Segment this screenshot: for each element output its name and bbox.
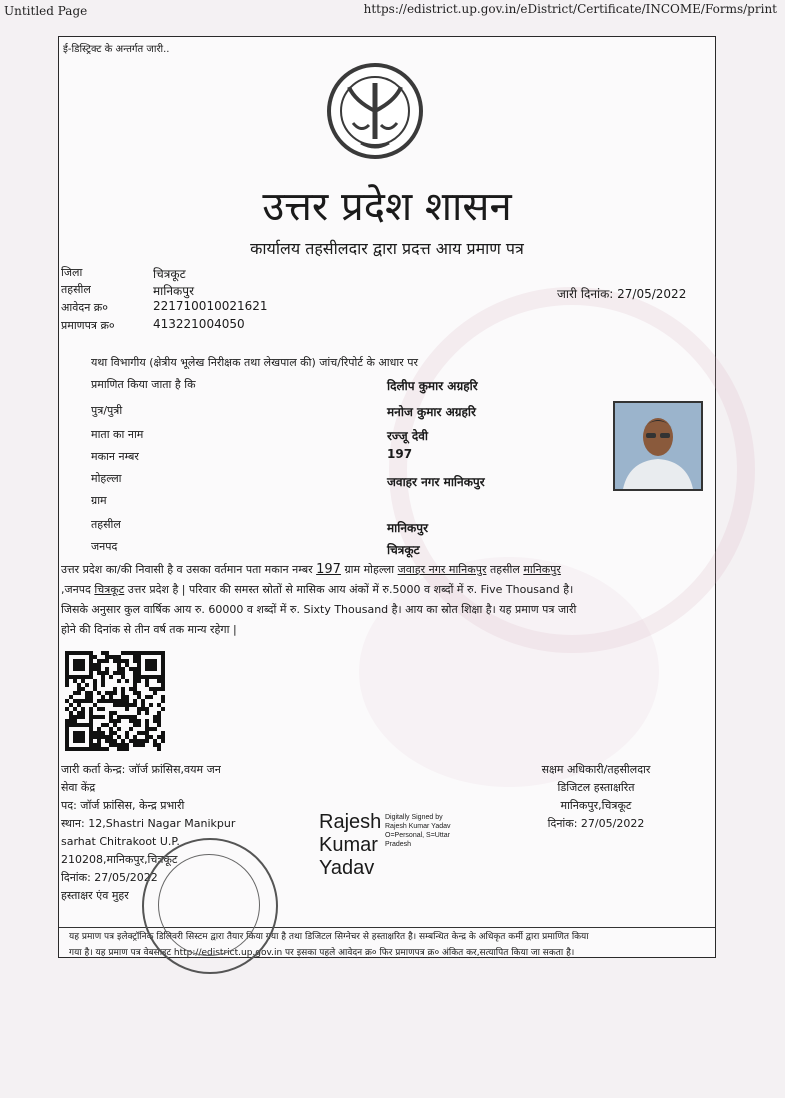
sig-detail-3: O=Personal, S=Uttar [385, 832, 450, 839]
detail-value-father: मनोज कुमार अग्रहरि [387, 405, 476, 419]
digital-signature-details [385, 813, 451, 849]
authority-digital: डिजिटल हस्ताक्षरित [557, 781, 635, 794]
issuer-sign-seal: हस्ताक्षर एंव मुहर [61, 889, 129, 902]
rubber-stamp [142, 838, 278, 974]
detail-value-name: दिलीप कुमार अग्रहरि [387, 379, 478, 393]
authority-place: मानिकपुर,चित्रकूट [560, 799, 632, 812]
statement-district: चित्रकूट [94, 583, 125, 596]
footer-line-1: यह प्रमाण पत्र इलेक्ट्रॉनिक डिलिवरी सिस्टम द्वारा तैयार किया गया है तथा डिजिटल सिग्नेचर से हस्ताक्षरित है। सम्बन्धित केन्द्र के अधिकृत कर्मी द्वारा प्रमाणित किया [69, 932, 589, 942]
statement-locality: जवाहर नगर मानिकपुर [397, 563, 487, 576]
detail-value-mother: रज्जू देवी [387, 429, 429, 443]
statement-text-2: ग्राम मोहल्ला [344, 563, 395, 576]
certificate-subtitle: कार्यालय तहसीलदार द्वारा प्रदत्त आय प्रमाण पत्र [250, 239, 524, 258]
statement-tehsil: मानिकपुर [523, 563, 561, 576]
gov-title: उत्तर प्रदेश शासन [262, 184, 512, 230]
issuer-date: दिनांक: 27/05/2022 [61, 871, 158, 884]
meta-value-tehsil: मानिकपुर [153, 284, 194, 298]
detail-value-tehsil: मानिकपुर [387, 521, 428, 535]
digital-signature [319, 811, 381, 880]
issuer-pincode: 210208,मानिकपुर,चित्रकूट [61, 853, 178, 866]
rubber-stamp-inner-ring [158, 854, 260, 956]
details-intro: यथा विभागीय (क्षेत्रीय भूलेख निरीक्षक तथा लेखपाल की) जांच/रिपोर्ट के आधार पर [91, 356, 418, 369]
detail-label-locality: मोहल्ला [91, 472, 122, 485]
meta-value-district: चित्रकूट [153, 267, 186, 281]
certificate-page [58, 36, 716, 958]
detail-label-house-no: मकान नम्बर [91, 450, 139, 463]
page-title: Untitled Page [4, 4, 88, 18]
page-url: https://edistrict.up.gov.in/eDistrict/Certificate/INCOME/Forms/print [363, 2, 777, 16]
issuer-center-cont: सेवा केंद्र [61, 781, 96, 794]
sig-detail-1: Digitally Signed by [385, 814, 443, 821]
issuer-place: स्थान: 12,Shastri Nagar Manikpur [61, 817, 236, 830]
meta-label-district: जिला [61, 266, 83, 279]
qr-code [65, 651, 165, 751]
meta-label-certificate-no: प्रमाणपत्र क्र० [61, 319, 115, 332]
authority-title: सक्षम अधिकारी/तहसीलदार [541, 763, 651, 776]
detail-value-house-no: 197 [387, 447, 413, 461]
statement-text-4: ,जनपद [61, 583, 91, 596]
detail-label-district: जनपद [91, 540, 118, 553]
footer-line-2: गया है। यह प्रमाण पत्र वेबसाइट http://edistrict.up.gov.in पर इसका पहले आवेदन क्र० फिर प्रमाणपत्र क्र० अंकित कर,सत्यापित किया जा सकता है। [69, 948, 575, 958]
issue-date: जारी दिनांक: 27/05/2022 [557, 287, 687, 301]
sig-detail-2: Rajesh Kumar Yadav [385, 823, 451, 830]
income-statement [61, 560, 711, 640]
issuer-center: जारी कर्ता केन्द्र: जॉर्ज फ्रांसिस,वयम जन [61, 763, 221, 776]
detail-label-certify: प्रमाणित किया जाता है कि [91, 378, 196, 391]
detail-label-tehsil: तहसील [91, 518, 121, 531]
meta-value-application-no: 221710010021621 [153, 299, 268, 313]
up-emblem-icon [325, 61, 425, 161]
detail-label-village: ग्राम [91, 494, 107, 507]
statement-line-4: होने की दिनांक से तीन वर्ष तक मान्य रहेगा | [61, 623, 237, 636]
applicant-photo [613, 401, 703, 491]
meta-value-certificate-no: 413221004050 [153, 317, 245, 331]
detail-label-mother: माता का नाम [91, 428, 144, 441]
statement-text-3: तहसील [489, 563, 520, 576]
signer-first-name: Rajesh [319, 811, 382, 833]
sig-detail-4: Pradesh [385, 841, 412, 848]
detail-value-district: चित्रकूट [387, 543, 420, 557]
top-note: ई-डिस्ट्रिक्ट के अन्तर्गत जारी.. [63, 44, 170, 55]
statement-line-3: जिसके अनुसार कुल वार्षिक आय रु. 60000 व शब्दों में रु. Sixty Thousand है। आय का स्रोत शिक्षा है। यह प्रमाण पत्र जारी [61, 603, 577, 616]
meta-label-application-no: आवेदन क्र० [61, 301, 108, 314]
detail-value-locality: जवाहर नगर मानिकपुर [387, 475, 485, 489]
statement-house-no: 197 [316, 562, 341, 577]
issuer-post: पद: जॉर्ज फ्रांसिस, केन्द्र प्रभारी [61, 799, 185, 812]
authority-date: दिनांक: 27/05/2022 [547, 817, 645, 830]
signer-middle-name: Kumar [319, 834, 378, 856]
statement-text-1: उत्तर प्रदेश का/की निवासी है व उसका वर्तमान पता मकान नम्बर [61, 563, 313, 576]
detail-label-son-daughter: पुत्र/पुत्री [91, 404, 123, 417]
print-header [0, 0, 785, 20]
signer-last-name: Yadav [319, 857, 375, 879]
authority-block [521, 761, 671, 833]
person-photo-icon [615, 403, 701, 489]
meta-label-tehsil: तहसील [61, 283, 91, 296]
issuer-place-cont: sarhat Chitrakoot U.P. [61, 835, 180, 848]
statement-text-5: उत्तर प्रदेश है | परिवार की समस्त स्रोतों से मासिक आय अंकों में रु.5000 व शब्दों में रु. Five Thousand है। [127, 583, 574, 596]
